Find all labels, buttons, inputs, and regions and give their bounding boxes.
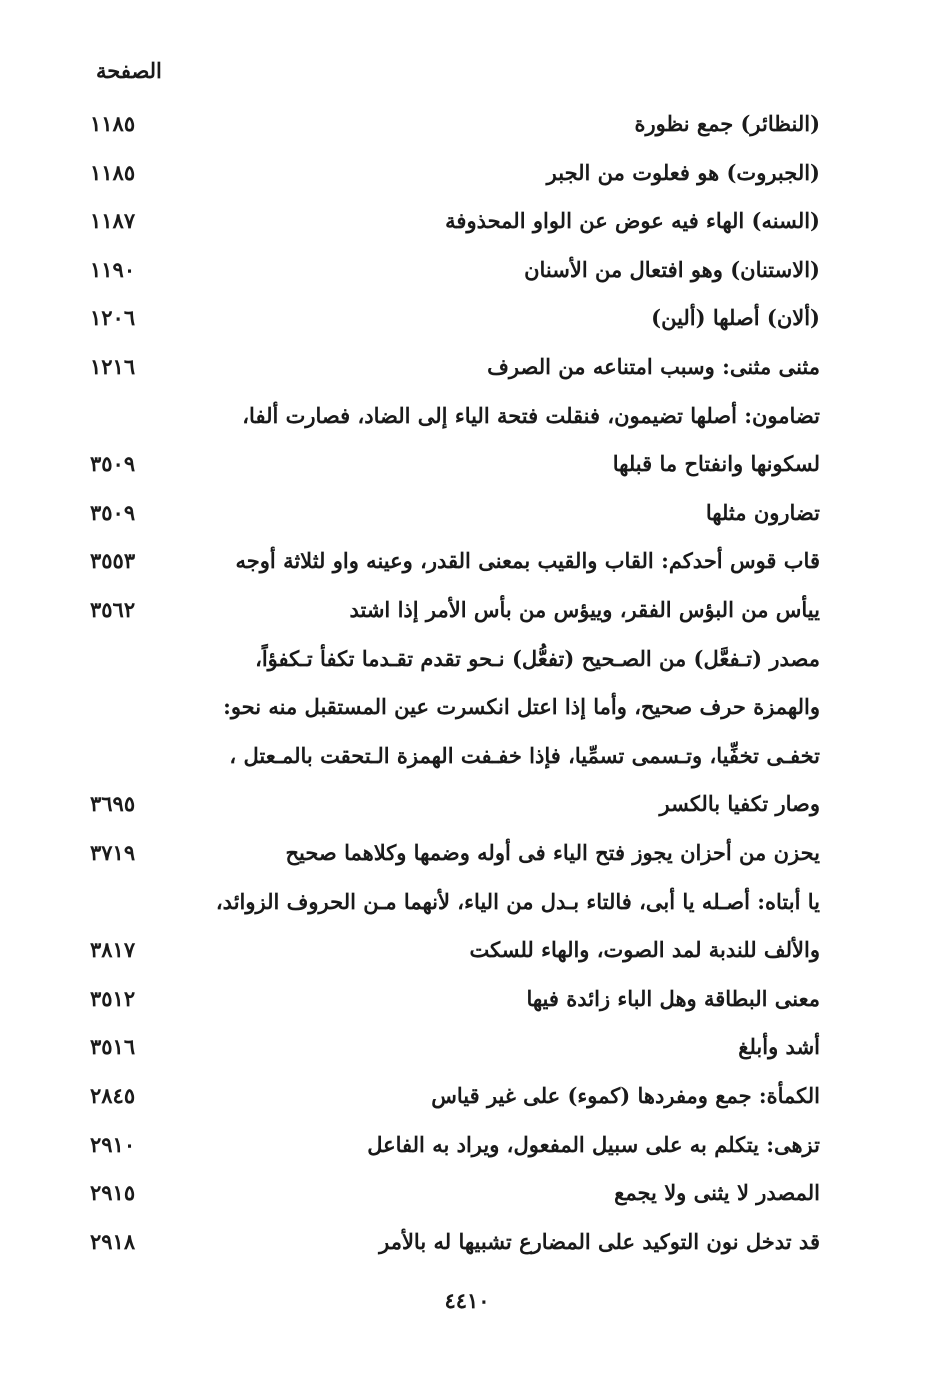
index-entry <box>90 833 820 873</box>
entry-page-number: ٢٨٤٥ <box>90 1083 136 1108</box>
entry-page-number: ١١٨٥ <box>90 111 136 136</box>
entry-page-number: ٣٥١٢ <box>90 986 136 1011</box>
index-entry <box>90 347 820 387</box>
entry-text: المصدر لا يثنى ولا يجمع <box>614 1180 820 1205</box>
index-entry <box>90 1027 820 1067</box>
entry-page-number: ١١٩٠ <box>90 257 136 282</box>
entry-text: مثنى مثنى: وسبب امتناعه من الصرف <box>487 354 820 379</box>
entry-text: معنى البطاقة وهل الباء زائدة فيها <box>526 986 820 1011</box>
entry-page-number: ١١٨٥ <box>90 160 136 185</box>
entry-text: والألف للندبة لمد الصوت، والهاء للسكت <box>469 937 820 962</box>
index-entry <box>90 590 820 630</box>
index-entry <box>90 298 820 338</box>
entry-page-number: ٣٥٠٩ <box>90 500 136 525</box>
entry-text: يحزن من أحزان يجوز فتح الياء فى أوله وضمها وكلاهما صحيح <box>285 840 820 865</box>
index-entry <box>90 979 820 1019</box>
entry-text: والهمزة حرف صحيح، وأما إذا اعتل انكسرت عين المستقبل منه نحو: <box>223 694 820 719</box>
entry-text: لسكونها وانفتاح ما قبلها <box>612 451 820 476</box>
index-entry <box>90 736 820 776</box>
entry-page-number: ٣٥٠٩ <box>90 451 136 476</box>
page-number: ٤٤١٠ <box>444 1288 490 1313</box>
index-entry <box>90 882 820 922</box>
entry-text: وصار تكفيا بالكسر <box>659 791 820 816</box>
entry-text: مصدر (تـفعَّل) من الصـحيح (تفعُّل) نـحو تقدم تقـدما تكفأ تـكفؤاً، <box>255 646 820 671</box>
entry-text: قاب قوس أحدكم: القاب والقيب بمعنى القدر، وعينه واو لثلاثة أوجه <box>235 548 820 573</box>
index-entry <box>90 930 820 970</box>
entry-text: (ألان) أصلها (ألين) <box>651 305 820 330</box>
entry-page-number: ٣٥١٦ <box>90 1034 136 1059</box>
entry-page-number: ٣٥٦٢ <box>90 597 136 622</box>
entry-text: (الاستنان) وهو افتعال من الأسنان <box>524 257 820 282</box>
entry-text: يا أبتاه: أصـله يا أبى، فالتاء بـدل من الياء، لأنهما مـن الحروف الزوائد، <box>215 889 820 914</box>
index-entry <box>90 541 820 581</box>
entry-text: تضامون: أصلها تضيمون، فنقلت فتحة الياء إلى الضاد، فصارت ألفا، <box>242 403 820 428</box>
entry-page-number: ٢٩١٥ <box>90 1180 136 1205</box>
index-entry <box>90 1076 820 1116</box>
index-entry <box>90 639 820 679</box>
entry-text: (الجبروت) هو فعلوت من الجبر <box>546 160 820 185</box>
entry-text: تزهى: يتكلم به على سبيل المفعول، ويراد به الفاعل <box>367 1132 820 1157</box>
index-entry <box>90 104 820 144</box>
index-entry <box>90 250 820 290</box>
entry-text: تضارون مثلها <box>705 500 820 525</box>
index-entry <box>90 1125 820 1165</box>
entry-text: (السنه) الهاء فيه عوض عن الواو المحذوفة <box>445 208 820 233</box>
entry-text: (النظائر) جمع نظورة <box>634 111 820 136</box>
index-entry <box>90 396 820 436</box>
entry-page-number: ٣٧١٩ <box>90 840 136 865</box>
index-entry <box>90 153 820 193</box>
entry-text: أشد وأبلغ <box>738 1034 820 1059</box>
entry-page-number: ٣٨١٧ <box>90 937 136 962</box>
index-entry <box>90 201 820 241</box>
entry-page-number: ١٢٠٦ <box>90 305 136 330</box>
entry-text: الكمأة: جمع ومفردها (كموء) على غير قياس <box>431 1083 820 1108</box>
entry-page-number: ٢٩١٠ <box>90 1132 136 1157</box>
index-entry <box>90 1222 820 1262</box>
entry-text: تخفـى تخفِّيا، وتـسمى تسمِّيا، فإذا خفـفت الهمزة الـتحقت بالمـعتل ، <box>229 743 820 768</box>
index-entry <box>90 784 820 824</box>
entry-text: ييأس من البؤس الفقر، وييؤس من بأس الأمر إذا اشتد <box>349 597 820 622</box>
page-column-header: الصفحة <box>96 58 162 83</box>
entry-text: قد تدخل نون التوكيد على المضارع تشبيها له بالأمر <box>379 1229 820 1254</box>
entry-page-number: ٣٥٥٣ <box>90 548 136 573</box>
entry-page-number: ١١٨٧ <box>90 208 136 233</box>
entry-page-number: ٢٩١٨ <box>90 1229 136 1254</box>
index-entry <box>90 444 820 484</box>
index-entry <box>90 493 820 533</box>
entry-page-number: ٣٦٩٥ <box>90 791 136 816</box>
entry-page-number: ١٢١٦ <box>90 354 136 379</box>
index-entry <box>90 1173 820 1213</box>
index-entry <box>90 687 820 727</box>
